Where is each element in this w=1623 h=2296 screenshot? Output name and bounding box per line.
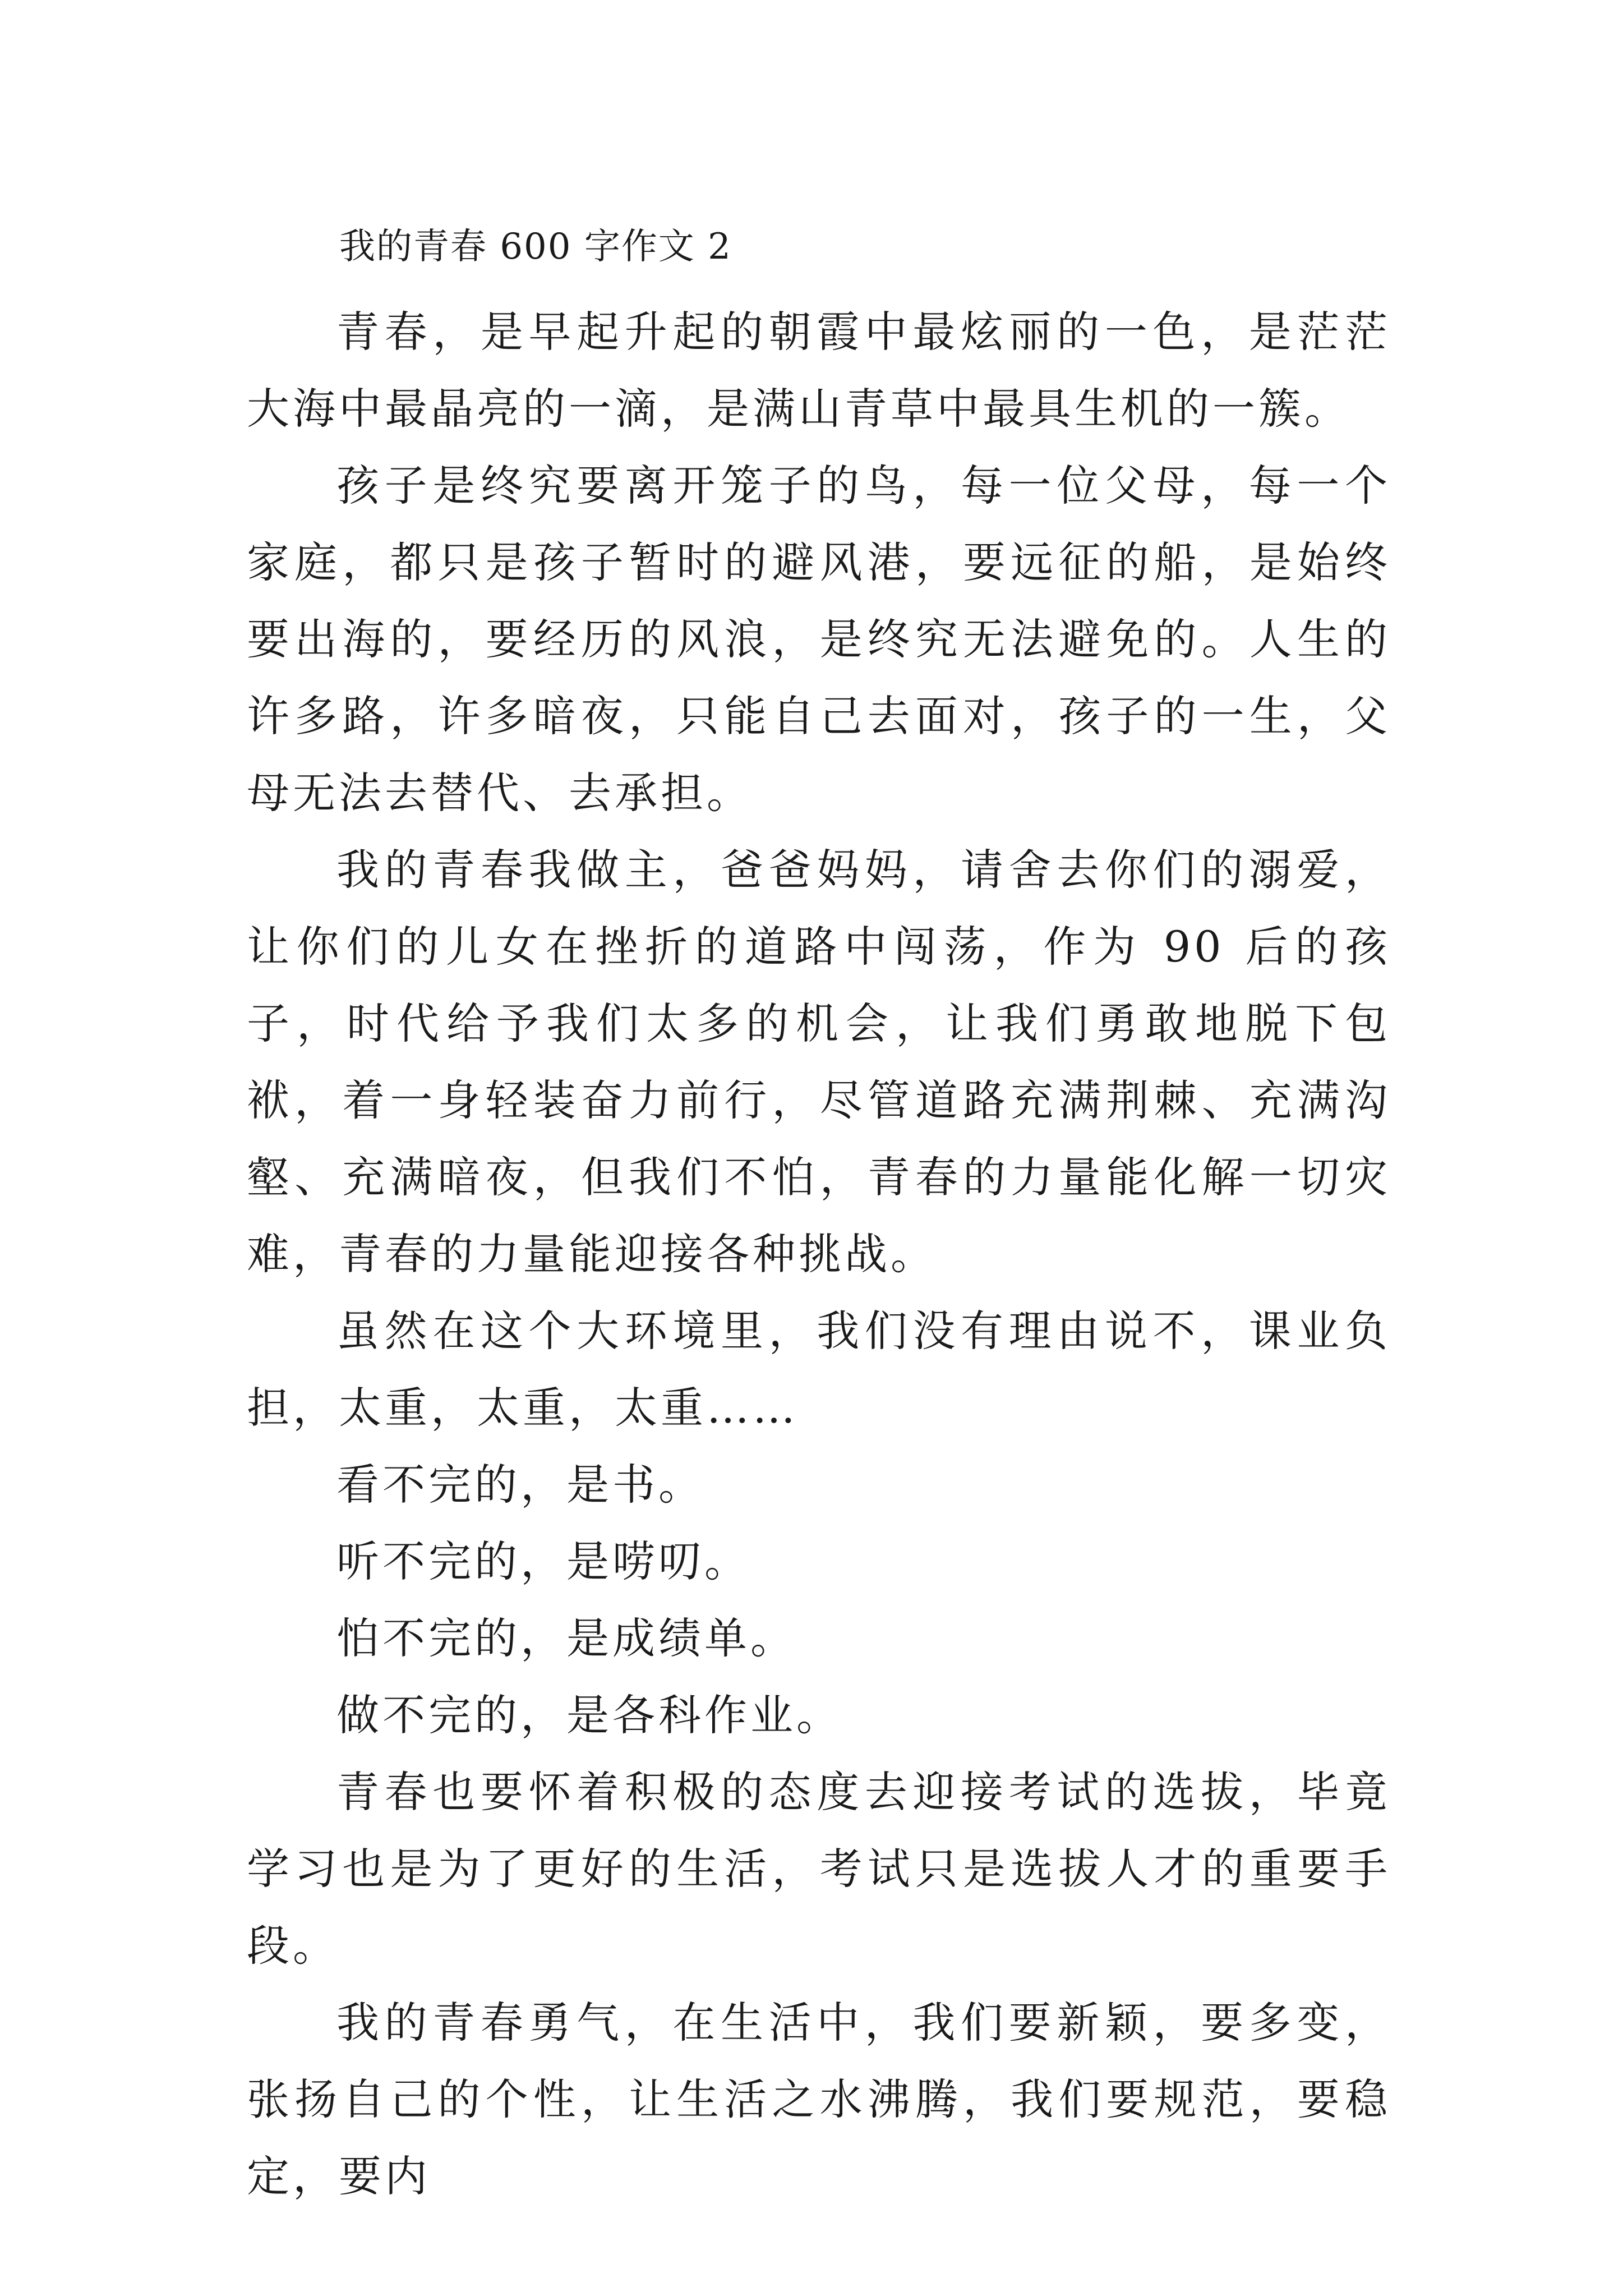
- paragraph-6: 听不完的，是唠叨。: [336, 1536, 750, 1586]
- paragraph-1: 青春，是早起升起的朝霞中最炫丽的一色，是茫茫大海中最晶亮的一滴，是满山青草中最具生机的一簇。: [247, 307, 1391, 434]
- paragraph-7: 怕不完的，是成绩单。: [336, 1613, 796, 1663]
- paragraph-8: 做不完的，是各科作业。: [336, 1690, 842, 1740]
- document-title: 我的青春 600 字作文 2: [339, 226, 732, 268]
- document-body: [247, 222, 1391, 2215]
- paragraph-10: 我的青春勇气，在生活中，我们要新颖，要多变，张扬自己的个性，让生活之水沸腾，我们要规范，要稳定，要内: [247, 1998, 1391, 2201]
- paragraph-4: 虽然在这个大环境里，我们没有理由说不，课业负担，太重，太重，太重……: [247, 1306, 1391, 1433]
- paragraph-3: 我的青春我做主，爸爸妈妈，请舍去你们的溺爱，让你们的儿女在挫折的道路中闯荡，作为 90 后的孩子，时代给予我们太多的机会，让我们勇敢地脱下包袱，着一身轻装奋力前行，尽管道路充满荆棘、充满沟壑、充满暗夜，但我们不怕，青春的力量能化解一切灾难，青春的力量能迎接各种挑战。: [247, 845, 1391, 1279]
- paragraph-5: 看不完的，是书。: [336, 1460, 704, 1510]
- paragraph-2: 孩子是终究要离开笼子的鸟，每一位父母，每一个家庭，都只是孩子暂时的避风港，要远征的船，是始终要出海的，要经历的风浪，是终究无法避免的。人生的许多路，许多暗夜，只能自己去面对，孩子的一生，父母无法去替代、去承担。: [247, 461, 1391, 818]
- paragraph-9: 青春也要怀着积极的态度去迎接考试的选拔，毕竟学习也是为了更好的生活，考试只是选拔人才的重要手段。: [247, 1767, 1391, 1971]
